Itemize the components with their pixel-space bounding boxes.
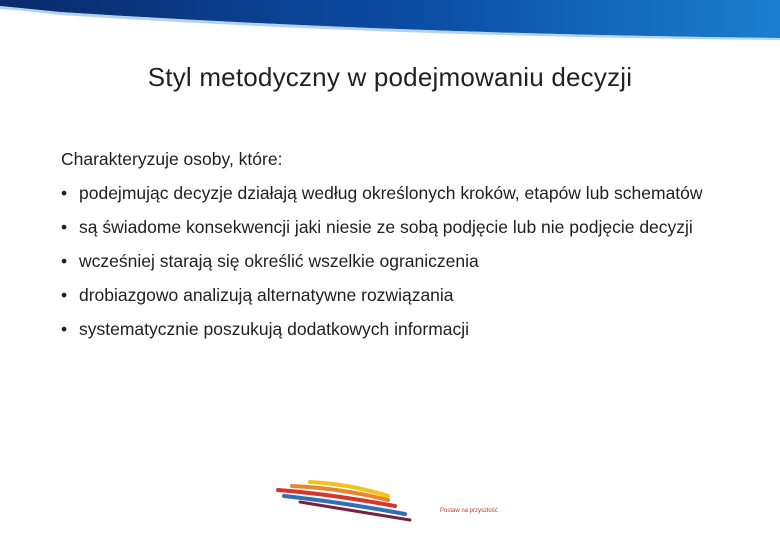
list-item-text: wcześniej starają się określić wszelkie ograniczenia [79, 251, 479, 271]
list-item [61, 284, 731, 306]
list-item [61, 216, 731, 238]
bullet-glyph: • [61, 183, 68, 203]
list-item [61, 182, 731, 204]
list-item [61, 250, 731, 272]
header-band [0, 0, 780, 40]
bullet-glyph: • [61, 319, 68, 339]
list-item-text: drobiazgowo analizują alternatywne rozwiązania [79, 285, 454, 305]
bullet-list [61, 182, 731, 340]
bullet-glyph: • [61, 285, 68, 305]
slide-title: Styl metodyczny w podejmowaniu decyzji [147, 62, 633, 92]
list-item [61, 318, 731, 340]
bullet-glyph: • [61, 251, 68, 271]
bullet-glyph: • [61, 217, 68, 237]
logo-swoosh [270, 470, 520, 540]
list-item-text: podejmując decyzje działają według określonych kroków, etapów lub schematów [79, 183, 703, 203]
list-item-text: są świadome konsekwencji jaki niesie ze sobą podjęcie lub nie podjęcie decyzji [79, 217, 693, 237]
slide-content [61, 148, 731, 352]
list-item-text: systematycznie poszukują dodatkowych informacji [79, 319, 470, 339]
intro-text: Charakteryzuje osoby, które: [61, 149, 283, 169]
logo-tagline: Postaw na przyszłość [440, 508, 498, 514]
